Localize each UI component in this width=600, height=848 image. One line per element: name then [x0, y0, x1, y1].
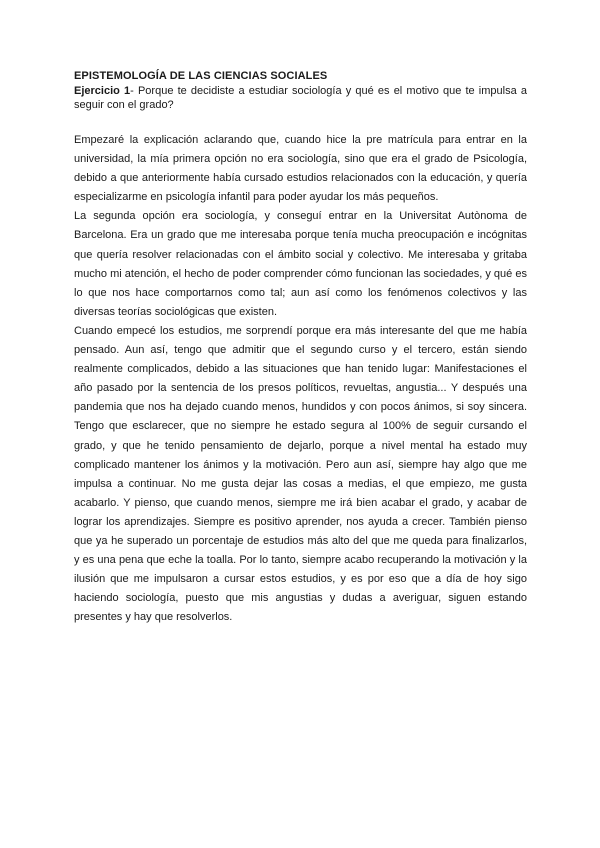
paragraph-1: Empezaré la explicación aclarando que, cuando hice la pre matrícula para entrar en la universidad, la mía primera opción no era sociología, sino que era el grado de Psicología, debido a que anteriormente había cursado estudios relacionados con la educación, y quería especializarme en psicología infantil para poder ayudar los más pequeños.	[74, 134, 527, 204]
document-page	[74, 69, 527, 627]
exercise-question-text: - Porque te decidiste a estudiar sociología y qué es el motivo que te impulsa a seguir con el grado?	[74, 85, 527, 111]
document-title: EPISTEMOLOGÍA DE LAS CIENCIAS SOCIALES	[74, 70, 328, 82]
paragraph-2: La segunda opción era sociología, y conseguí entrar en la Universitat Autònoma de Barcelona. Era un grado que me interesaba porque tenía mucha preocupación e incógnitas que quería resolver relacionadas con el ámbito social y colectivo. Me interesaba y gritaba mucho mi atención, el hecho de poder comprender cómo funcionan las sociedades, y qué es lo que nos hace comportarnos como tal; aun así como los fenómenos colectivos y las diversas teorías sociológicas que existen.	[74, 210, 527, 318]
paragraph-3: Cuando empecé los estudios, me sorprendí porque era más interesante del que me había pensado. Aun así, tengo que admitir que el segundo curso y el tercero, están siendo realmente complicados, debido a las situaciones que han tenido lugar: Manifestaciones el año pasado por la sentencia de los presos políticos, revueltas, angustia... Y después una pandemia que nos ha dejado cuando menos, hundidos y con pocos ánimos, si soy sincera. Tengo que esclarecer, que no siempre he estado segura al 100% de seguir cursando el grado, y que he tenido pensamiento de dejarlo, porque a nivel mental ha estado muy complicado mantener los ánimos y la motivación. Pero aun así, siempre hay algo que me impulsa a continuar. No me gusta dejar las cosas a medias, el que empiezo, me gusta acabarlo. Y pienso, que cuando menos, siempre me irá bien acabar el grado, y acabar de lograr los aprendizajes. Siempre es positivo aprender, nos ayuda a crecer. También pienso que ya he superado un porcentaje de estudios más alto del que me queda para finalizarlos, y es una pena que eche la toalla. Por lo tanto, siempre acabo recuperando la motivación y la ilusión que me impulsaron a cursar estos estudios, y es por eso que a día de hoy sigo haciendo sociología, puesto que mis angustias y dudas a averiguar, siguen estando presentes y hay que resolverlos.	[74, 324, 527, 624]
exercise-label: Ejercicio 1	[74, 85, 131, 97]
exercise-question	[74, 84, 527, 112]
